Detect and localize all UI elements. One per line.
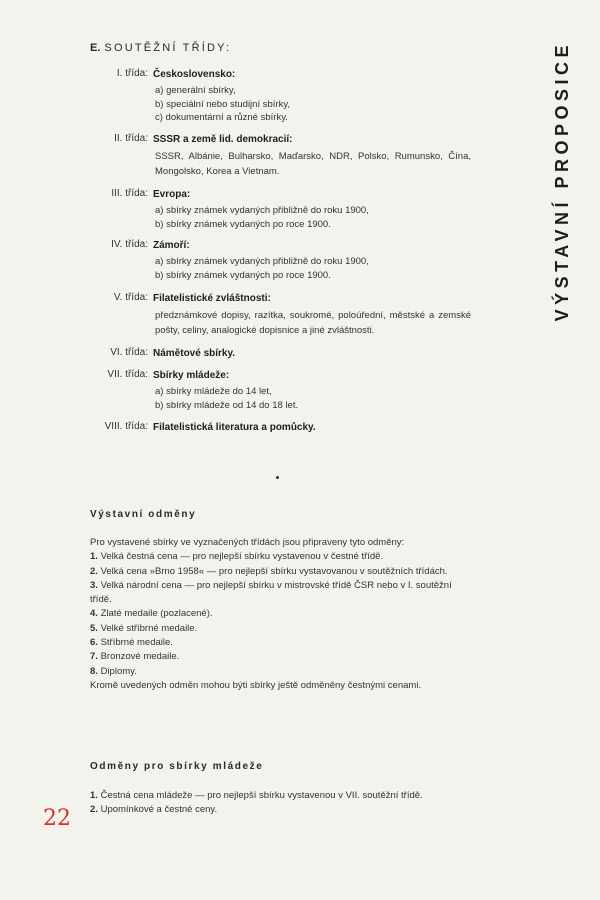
- class-label: V. třída:: [113, 291, 148, 303]
- award-item: [90, 579, 470, 608]
- class-4: [0, 239, 540, 282]
- class-5: [0, 292, 540, 338]
- section-heading: [90, 42, 231, 54]
- class-item: b) speciální nebo studijní sbírky,: [155, 98, 291, 110]
- class-name: Sbírky mládeže:: [153, 369, 230, 381]
- class-description: předznámkové dopisy, razítka, soukromé, poloúřední, městské a zemské pošty, celiny, analogické dopisnice a jiné zvláštnosti.: [155, 309, 471, 336]
- award-number: 4.: [90, 608, 98, 620]
- award-item: [90, 565, 470, 579]
- award-number: 5.: [90, 622, 98, 634]
- award-number: 1.: [90, 551, 98, 563]
- class-name: Evropa:: [153, 189, 191, 201]
- award-text: Velká cena »Brno 1958« — pro nejlepší sbírku vystavovanou v soutěžních třídách.: [100, 565, 448, 577]
- class-8: [0, 421, 540, 434]
- class-item: a) sbírky mládeže do 14 let,: [155, 385, 272, 397]
- page-number: 22: [43, 806, 71, 831]
- class-7: [0, 369, 540, 412]
- award-text: Velká čestná cena — pro nejlepší sbírku vystavenou v čestné třídě.: [100, 551, 384, 563]
- award-text: Zlaté medaile (pozlacené).: [100, 608, 213, 620]
- award-item: [90, 550, 470, 564]
- class-name: Československo:: [153, 69, 236, 80]
- youth-award-text: Čestná cena mládeže — pro nejlepší sbírku vystavenou v VII. soutěžní třídě.: [100, 790, 423, 801]
- award-number: 8.: [90, 665, 98, 677]
- award-item: [90, 650, 470, 664]
- class-label: II. třída:: [114, 132, 148, 144]
- award-number: 2.: [90, 565, 98, 577]
- award-text: Stříbrné medaile.: [100, 637, 173, 649]
- class-label: VIII. třída:: [104, 421, 148, 433]
- class-3: [0, 188, 540, 231]
- award-item: [90, 622, 470, 636]
- class-description: SSSR, Albánie, Bulharsko, Maďarsko, NDR, Polsko, Rumunsko, Čína, Mongolsko, Korea a Vietnam.: [155, 150, 471, 177]
- class-name: Zámoří:: [153, 240, 190, 252]
- class-label: III. třída:: [111, 188, 148, 200]
- class-label: VI. třída:: [110, 346, 148, 358]
- youth-award-number: 1.: [90, 790, 98, 801]
- class-name: SSSR a země lid. demokracií:: [153, 133, 293, 145]
- award-text: Velká národní cena — pro nejlepší sbírku v mistrovské třídě ČSR nebo v I. soutěžní třídě.: [90, 579, 452, 606]
- class-list: [0, 68, 540, 442]
- youth-awards-list: [90, 789, 470, 818]
- class-item: b) sbírky známek vydaných po roce 1900.: [155, 269, 331, 281]
- class-items: [155, 84, 540, 125]
- section-title: SOUTĚŽNÍ TŘÍDY:: [104, 42, 232, 54]
- class-item: c) dokumentární a různé sbírky.: [155, 112, 288, 124]
- section-letter: E.: [90, 42, 101, 54]
- side-title: [547, 36, 577, 326]
- class-item: a) sbírky známek vydaných přibližně do roku 1900,: [155, 256, 369, 268]
- award-number: 6.: [90, 637, 98, 649]
- class-item: b) sbírky mládeže od 14 do 18 let.: [155, 399, 299, 411]
- class-6: [0, 347, 540, 360]
- class-name: Námětové sbírky.: [153, 347, 236, 359]
- youth-award-item: [90, 789, 470, 803]
- class-label: IV. třída:: [111, 239, 148, 251]
- class-2: [0, 133, 540, 179]
- awards-outro: Kromě uvedených odměn mohou býti sbírky ještě odměněny čestnými cenami.: [90, 679, 422, 691]
- side-title-text: VÝSTAVNÍ PROPOSICE: [551, 40, 572, 322]
- award-item: [90, 665, 470, 679]
- youth-awards-heading: Odměny pro sbírky mládeže: [90, 761, 264, 772]
- award-item: [90, 607, 470, 621]
- class-label: I. třída:: [116, 68, 148, 79]
- class-label: VII. třída:: [107, 368, 148, 380]
- award-number: 3.: [90, 579, 98, 591]
- award-text: Bronzové medaile.: [100, 651, 180, 663]
- youth-award-item: [90, 803, 470, 817]
- class-items: [155, 255, 540, 282]
- separator-dot: [276, 476, 279, 479]
- youth-award-text: Upomínkové a čestné ceny.: [100, 804, 218, 816]
- award-text: Velké stříbrné medaile.: [100, 622, 198, 634]
- award-item: [90, 636, 470, 650]
- class-items: [155, 385, 540, 412]
- awards-list: [90, 536, 470, 693]
- awards-heading: Výstavní odměny: [90, 509, 197, 520]
- class-1: [0, 68, 540, 125]
- award-text: Diplomy.: [100, 665, 137, 677]
- class-item: a) sbírky známek vydaných přibližně do roku 1900,: [155, 205, 369, 217]
- youth-award-number: 2.: [90, 804, 98, 816]
- awards-intro: Pro vystavené sbírky ve vyznačených třídách jsou připraveny tyto odměny:: [90, 537, 405, 548]
- class-name: Filatelistické zvláštnosti:: [153, 292, 271, 304]
- class-item: b) sbírky známek vydaných po roce 1900.: [155, 218, 331, 230]
- class-name: Filatelistická literatura a pomůcky.: [153, 422, 316, 434]
- award-number: 7.: [90, 651, 98, 663]
- class-item: a) generální sbírky,: [155, 85, 236, 96]
- class-items: [155, 204, 540, 231]
